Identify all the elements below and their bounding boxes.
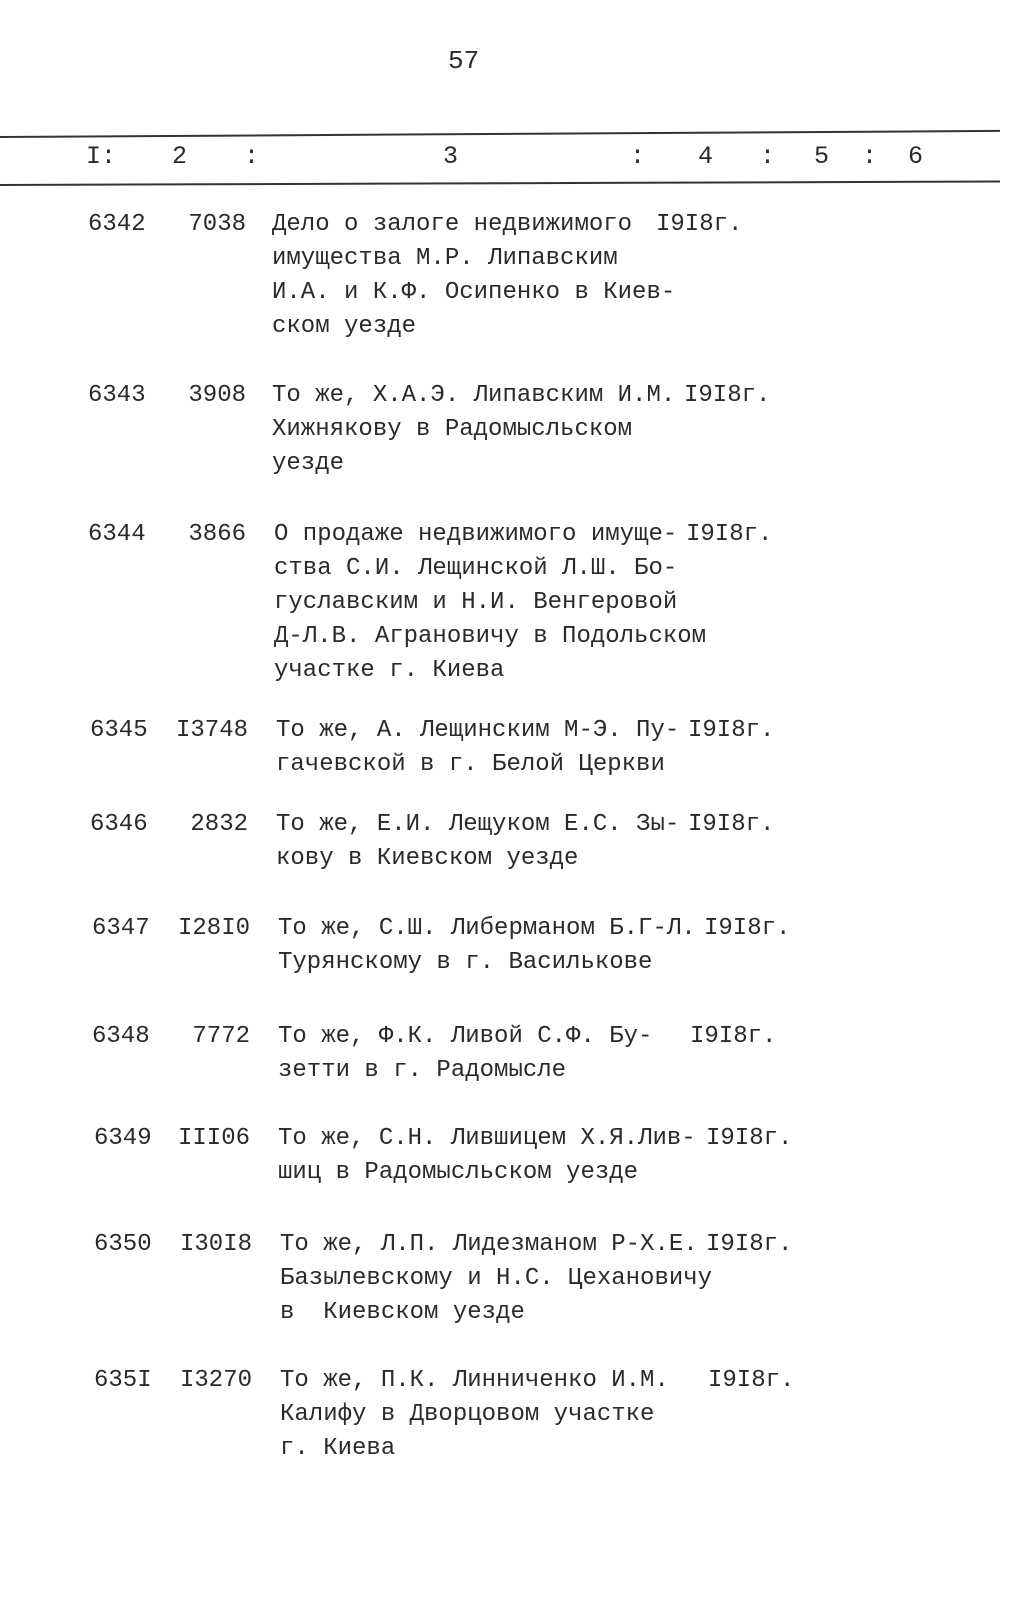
entry-reference: I30I8 bbox=[179, 1231, 252, 1258]
description-line: То же, Л.П. Лидезманом Р-Х.Е. bbox=[280, 1231, 698, 1258]
description-line: ства С.И. Лещинской Л.Ш. Бо- bbox=[274, 555, 678, 582]
entry-year: I9I8г. bbox=[690, 1023, 777, 1050]
description-line: То же, П.К. Линниченко И.М. bbox=[280, 1367, 669, 1394]
header-top-rule bbox=[0, 130, 1000, 138]
entry-year: I9I8г. bbox=[688, 811, 775, 838]
description-line: участке г. Киева bbox=[274, 657, 505, 684]
entry-year: I9I8г. bbox=[708, 1367, 795, 1394]
description-line: То же, Ф.К. Ливой С.Ф. Бу- bbox=[278, 1023, 653, 1050]
entry-description bbox=[274, 518, 706, 688]
description-line: Хижнякову в Радомысльском bbox=[272, 416, 633, 443]
description-line: Д-Л.В. Аграновичу в Подольском bbox=[274, 623, 707, 650]
entry-number: 635I bbox=[94, 1367, 152, 1394]
description-line: Калифу в Дворцовом участке bbox=[280, 1401, 655, 1428]
description-line: То же, Х.А.Э. Липавским И.М. bbox=[272, 382, 676, 409]
description-line: в Киевском уезде bbox=[280, 1299, 525, 1326]
entry-number: 6350 bbox=[94, 1231, 152, 1258]
column-header-5: 5 bbox=[814, 142, 830, 171]
entry-reference: I3270 bbox=[179, 1367, 252, 1394]
entry-number: 6349 bbox=[94, 1125, 152, 1152]
description-line: И.А. и К.Ф. Осипенко в Киев- bbox=[272, 279, 676, 306]
description-line: То же, А. Лещинским М-Э. Пу- bbox=[276, 717, 680, 744]
entry-reference: I3748 bbox=[175, 717, 248, 744]
entry-year: I9I8г. bbox=[684, 382, 771, 409]
entry-year: I9I8г. bbox=[706, 1231, 793, 1258]
entry-reference: 7038 bbox=[188, 211, 246, 238]
description-line: гуславским и Н.И. Венгеровой bbox=[274, 589, 678, 616]
entry-description bbox=[272, 379, 675, 481]
description-line: г. Киева bbox=[280, 1435, 396, 1462]
description-line: Турянскому в г. Василькове bbox=[278, 949, 653, 976]
entry-reference: 7772 bbox=[192, 1023, 250, 1050]
entry-number: 6348 bbox=[92, 1023, 150, 1050]
entry-year: I9I8г. bbox=[706, 1125, 793, 1152]
entry-number: 6346 bbox=[90, 811, 148, 838]
description-line: шиц в Радомысльском уезде bbox=[278, 1159, 639, 1186]
header-bottom-rule bbox=[0, 181, 1000, 186]
entry-number: 6344 bbox=[88, 521, 146, 548]
entry-number: 6343 bbox=[88, 382, 146, 409]
description-line: имущества М.Р. Липавским bbox=[272, 245, 618, 272]
column-header-3: 3 bbox=[443, 142, 459, 171]
description-line: О продаже недвижимого имуще- bbox=[274, 521, 678, 548]
entry-number: 6347 bbox=[92, 915, 150, 942]
entry-reference: 3908 bbox=[188, 382, 246, 409]
column-header-1: I: bbox=[86, 142, 117, 171]
description-line: гачевской в г. Белой Церкви bbox=[276, 751, 665, 778]
description-line: уезде bbox=[272, 450, 345, 477]
entry-year: I9I8г. bbox=[704, 915, 791, 942]
entry-year: I9I8г. bbox=[688, 717, 775, 744]
entry-description bbox=[278, 1122, 696, 1190]
description-line: Дело о залоге недвижимого bbox=[272, 211, 633, 238]
column-separator-3: : bbox=[760, 142, 776, 171]
page-number: 57 bbox=[448, 46, 480, 76]
description-line: То же, С.Ш. Либерманом Б.Г-Л. bbox=[278, 915, 696, 942]
column-header-2: 2 bbox=[172, 142, 188, 171]
entry-number: 6345 bbox=[90, 717, 148, 744]
column-header-4: 4 bbox=[698, 142, 714, 171]
entry-reference: 3866 bbox=[188, 521, 246, 548]
entry-description bbox=[278, 912, 696, 980]
entry-description bbox=[276, 808, 679, 876]
entry-reference: III06 bbox=[177, 1125, 250, 1152]
description-line: зетти в г. Радомысле bbox=[278, 1057, 567, 1084]
column-separator-4: : bbox=[862, 142, 878, 171]
entry-year: I9I8г. bbox=[656, 211, 743, 238]
entry-number: 6342 bbox=[88, 211, 146, 238]
entry-description bbox=[272, 208, 675, 344]
column-separator-1: : bbox=[244, 142, 260, 171]
column-header-6: 6 bbox=[908, 142, 924, 171]
description-line: То же, С.Н. Лившицем Х.Я.Лив- bbox=[278, 1125, 696, 1152]
description-line: ском уезде bbox=[272, 313, 417, 340]
entry-description bbox=[278, 1020, 652, 1088]
entry-description bbox=[276, 714, 679, 782]
description-line: Базылевскому и Н.С. Цехановичу bbox=[280, 1265, 713, 1292]
entry-description bbox=[280, 1228, 712, 1330]
column-separator-2: : bbox=[630, 142, 646, 171]
entry-reference: 2832 bbox=[190, 811, 248, 838]
description-line: То же, Е.И. Лещуком Е.С. Зы- bbox=[276, 811, 680, 838]
entry-year: I9I8г. bbox=[686, 521, 773, 548]
description-line: кову в Киевском уезде bbox=[276, 845, 579, 872]
entry-reference: I28I0 bbox=[177, 915, 250, 942]
entry-description bbox=[280, 1364, 669, 1466]
